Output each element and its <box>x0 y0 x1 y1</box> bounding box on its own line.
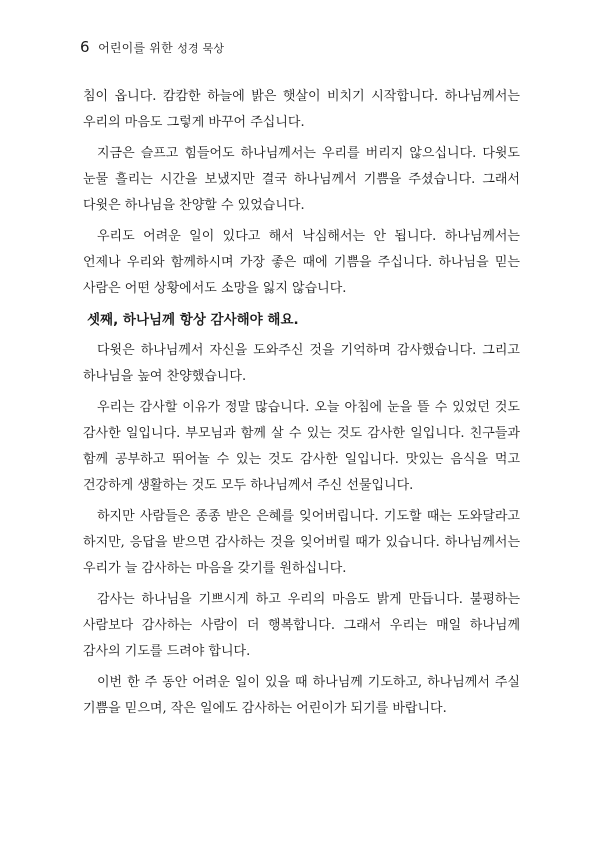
book-title-tail: 성경 묵상 <box>177 42 225 55</box>
paragraph: 우리도 어려운 일이 있다고 해서 낙심해서는 안 됩니다. 하나님께서는 언제나 우리와 함께하시며 가장 좋은 때에 기쁨을 주십니다. 하나님을 믿는 사람은 어떤 상황에서도 소망을 잃지 않습니다. <box>83 229 520 296</box>
paragraph: 지금은 슬프고 힘들어도 하나님께서는 우리를 버리지 않으십니다. 다윗도 눈물 흘리는 시간을 보냈지만 결국 하나님께서 기쁨을 주셨습니다. 그래서 다윗은 하나님을 찬양할 수 있었습니다. <box>83 146 520 213</box>
page-number: 6 <box>80 38 90 56</box>
section-heading: 셋째, 하나님께 항상 감사해야 해요. <box>87 312 299 328</box>
running-header <box>80 38 224 56</box>
paragraph: 이번 한 주 동안 어려운 일이 있을 때 하나님께 기도하고, 하나님께서 주실 기쁨을 믿으며, 작은 일에도 감사하는 어린이가 되기를 바랍니다. <box>83 675 520 716</box>
book-title: 어린이를 위한 <box>98 41 173 55</box>
paragraph: 하지만 사람들은 종종 받은 은혜를 잊어버립니다. 기도할 때는 도와달라고 하지만, 응답을 받으면 감사하는 것을 잊어버릴 때가 있습니다. 하나님께서는 우리가 늘 감사하는 마음을 갖기를 원하십니다. <box>83 509 520 576</box>
paragraph-continued: 침이 옵니다. 캄캄한 하늘에 밝은 햇살이 비치기 시작합니다. 하나님께서는 우리의 마음도 그렇게 바꾸어 주십니다. <box>83 89 520 130</box>
body-text <box>83 84 520 727</box>
paragraph: 감사는 하나님을 기쁘시게 하고 우리의 마음도 밝게 만듭니다. 불평하는 사람보다 감사하는 사람이 더 행복합니다. 그래서 우리는 매일 하나님께 감사의 기도를 드려야 합니다. <box>83 592 520 659</box>
paragraph: 우리는 감사할 이유가 정말 많습니다. 오늘 아침에 눈을 뜰 수 있었던 것도 감사한 일입니다. 부모님과 함께 살 수 있는 것도 감사한 일입니다. 친구들과 함께 공부하고 뛰어놀 수 있는 것도 감사한 일입니다. 맛있는 음식을 먹고 건강하게 생활하는 것도 모두 하나님께서 주신 선물입니다. <box>83 400 520 493</box>
paragraph: 다윗은 하나님께서 자신을 도와주신 것을 기억하며 감사했습니다. 그리고 하나님을 높여 찬양했습니다. <box>83 343 520 384</box>
